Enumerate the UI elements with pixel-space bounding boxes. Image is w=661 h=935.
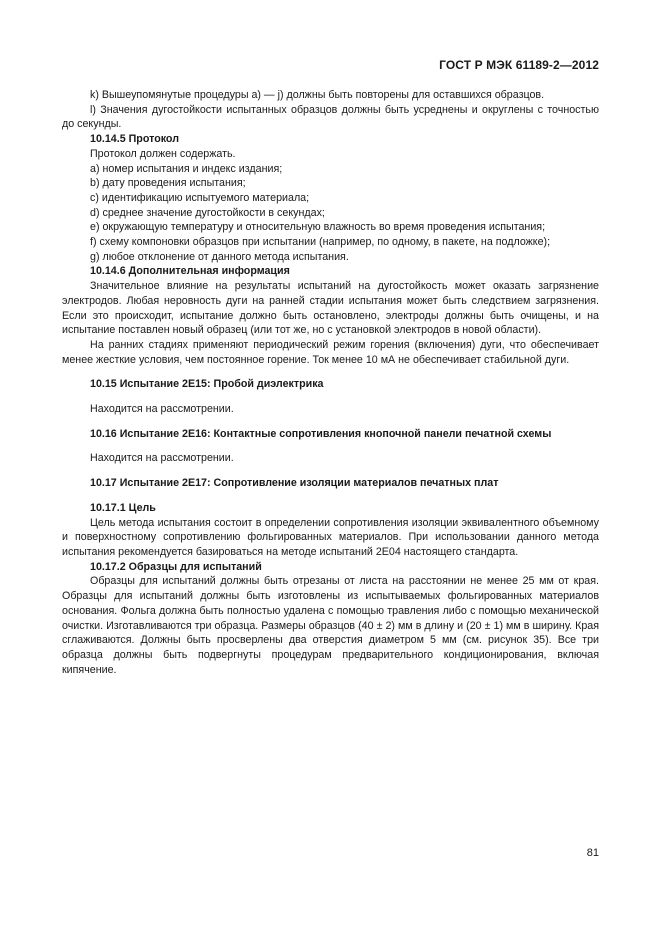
subsection-heading-10-14-5: 10.14.5 Протокол <box>90 133 179 146</box>
section-heading-10-17: 10.17 Испытание 2E17: Сопротивление изоляции материалов печатных плат <box>90 477 499 490</box>
protocol-intro: Протокол должен содержать. <box>90 147 236 160</box>
paragraph-additional-1: Значительное влияние на результаты испытаний на дугостойкость может оказать загрязнение электродов. Любая неровность дуги на ранней стадии испытания может быть следствием загрязнения. Если это происходит, испытание должно быть остановлено, электроды должны быть очищены, и на испытание поставлен новый образец (или тот же, но с установкой электродов в новой области). <box>62 280 599 337</box>
paragraph-10-17-1: Цель метода испытания состоит в определении сопротивления изоляции эквивалентного объемному и поверхностному сопротивлению фольгированных материалов. При использовании данного метода испытания рекомендуется базироваться на методе испытаний 2Е04 настоящего стандарта. <box>62 516 599 558</box>
paragraph-10-15: Находится на рассмотрении. <box>90 403 234 416</box>
protocol-item: f) схему компоновки образцов при испытании (например, по одному, в пакете, на подложке); <box>90 236 551 249</box>
protocol-item: с) идентификацию испытуемого материала; <box>90 191 310 204</box>
paragraph-10-16: Находится на рассмотрении. <box>90 452 234 465</box>
page-number: 81 <box>586 847 599 859</box>
section-heading-10-15: 10.15 Испытание 2E15: Пробой диэлектрика <box>90 378 324 391</box>
paragraph-additional-2: На ранних стадиях применяют периодический режим горения (включения) дуги, что обеспечивает менее жесткие условия, чем постоянное горение. Ток менее 10 мА не обеспечивает стабильной дуги. <box>62 338 599 366</box>
subsection-heading-10-14-6: 10.14.6 Дополнительная информация <box>90 265 290 278</box>
protocol-item: d) среднее значение дугостойкости в секундах; <box>90 206 325 219</box>
paragraph-l: l) Значения дугостойкости испытанных образцов должны быть усреднены и округлены с точностью до секунды. <box>62 103 599 131</box>
page-body <box>62 88 599 677</box>
section-heading-10-16: 10.16 Испытание 2E16: Контактные сопротивления кнопочной панели печатной схемы <box>90 427 552 440</box>
document-header: ГОСТ Р МЭК 61189-2—2012 <box>439 58 599 72</box>
protocol-item: а) номер испытания и индекс издания; <box>90 162 283 175</box>
protocol-item: b) дату проведения испытания; <box>90 177 246 190</box>
protocol-item: g) любое отклонение от данного метода испытания. <box>90 250 349 263</box>
subsection-heading-10-17-1: 10.17.1 Цель <box>90 501 156 514</box>
protocol-item: е) окружающую температуру и относительную влажность во время проведения испытания; <box>90 221 546 234</box>
paragraph-10-17-2: Образцы для испытаний должны быть отрезаны от листа на расстоянии не менее 25 мм от края. Образцы для испытаний должны быть изготовлены из испытываемых фольгированных материалов основания. Фольга должна быть полностью удалена с помощью травления либо с помощью механической очистки. Изготавливаются три образца. Размеры образцов (40 ± 2) мм в длину и (20 ± 1) мм в ширину. Края сглаживаются. Должны быть просверлены два отверстия диаметром 5 мм (см. рисунок 35). Все три образца должны быть подвергнуты процедурам предварительного кондиционирования, включая кипячение. <box>62 575 599 676</box>
subsection-heading-10-17-2: 10.17.2 Образцы для испытаний <box>90 560 262 573</box>
paragraph-k: k) Вышеупомянутые процедуры а) — j) должны быть повторены для оставшихся образцов. <box>90 89 545 101</box>
